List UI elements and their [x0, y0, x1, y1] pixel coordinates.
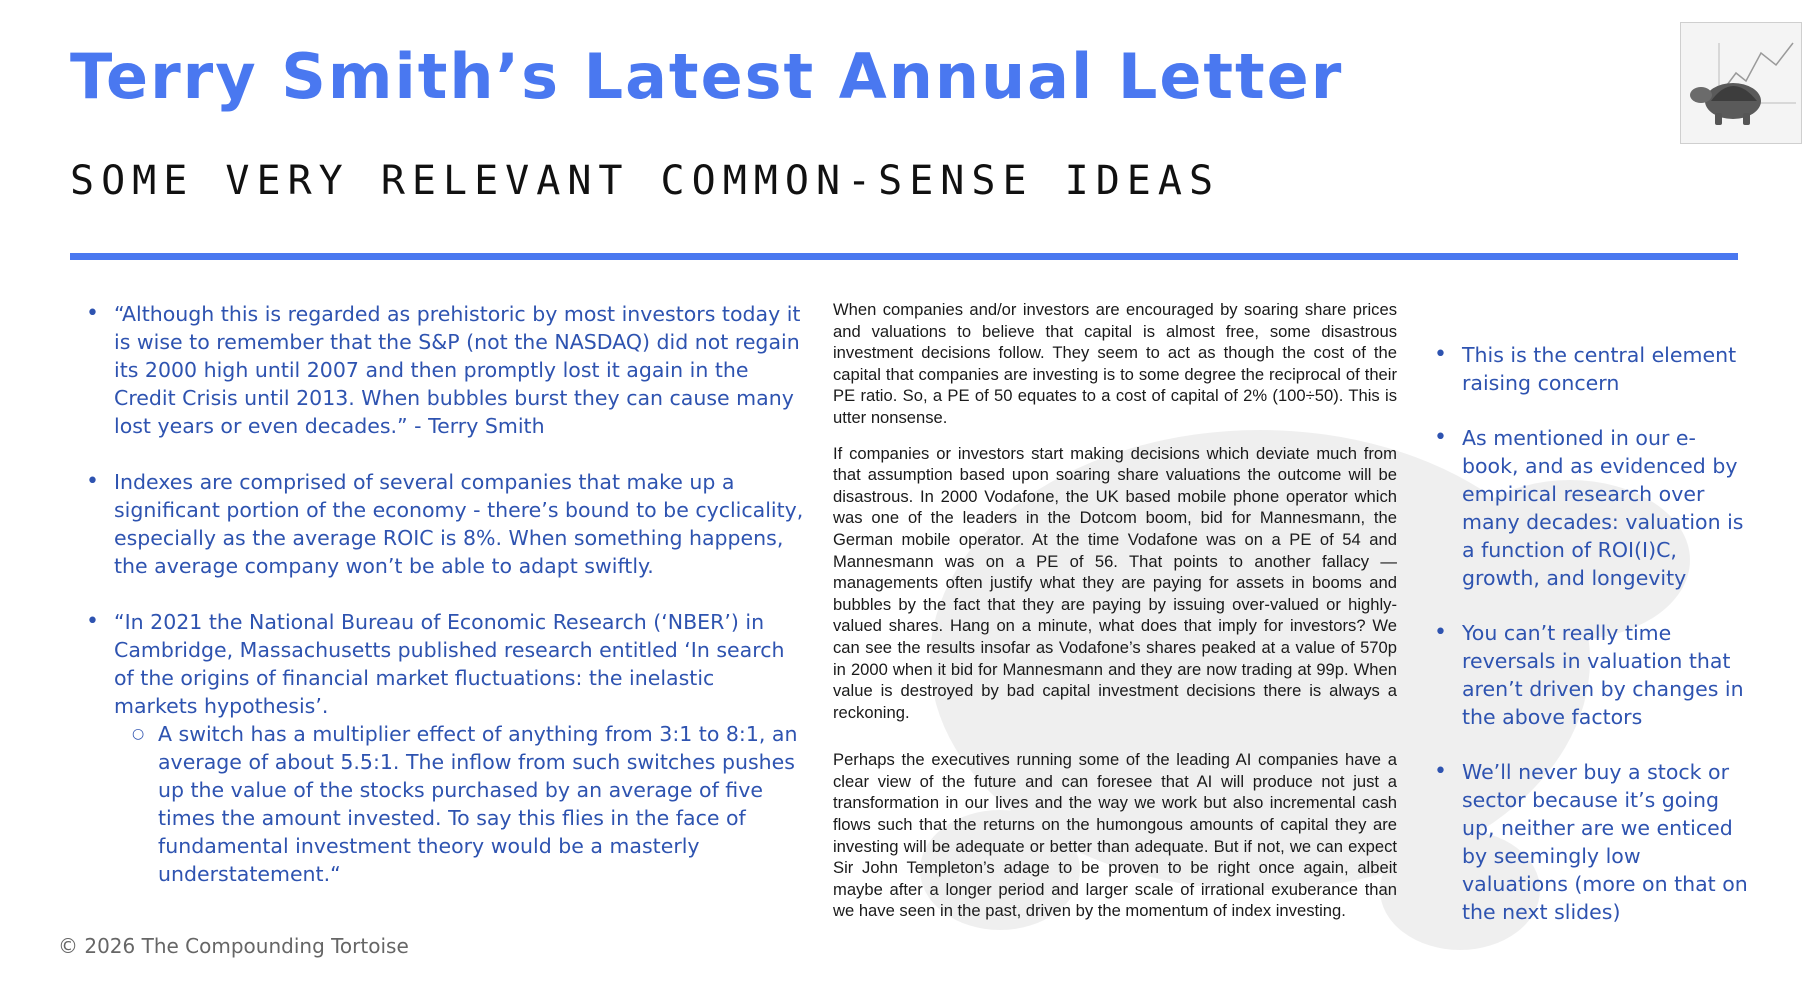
- list-item: • As mentioned in our e-book, and as evidenced by empirical research over many decades: valuation is a function of ROI(I)C, growth, and longevity: [1432, 424, 1750, 592]
- list-item: • Indexes are comprised of several companies that make up a significant portion of the economy - there’s bound to be cyclicality, especially as the average ROIC is 8%. When something happens, the average company won’t be able to adapt swiftly.: [84, 468, 804, 580]
- page-title: Terry Smith’s Latest Annual Letter: [70, 40, 1344, 113]
- sub-bullet-list: [114, 720, 804, 888]
- tortoise-logo: [1680, 22, 1802, 144]
- list-item-text: “In 2021 the National Bureau of Economic Research (‘NBER’) in Cambridge, Massachusetts published research entitled ‘In search of the origins of financial market fluctuations: the inelastic markets hypothesis’.: [114, 610, 785, 718]
- excerpt-paragraph: If companies or investors start making decisions which deviate much from that assumption based upon soaring share valuations the outcome will be disastrous. In 2000 Vodafone, the UK based mobile phone operator which was one of the leaders in the Dotcom boom, bid for Mannesmann, the German mobile operator. At the time Vodafone was on a PE of 54 and Mannesmann was on a PE of 56. That points to another fallacy — managements often justify what they are paying for assets in booms and bubbles by the fact that they are paying by issuing over-valued or highly-valued shares. Hang on a minute, what does that imply for investors? We can see the results insofar as Vodafone’s shares peaked at a value of 570p in 2000 when it bid for Mannesmann and they are now trading at 99p. When value is destroyed by bad capital investment decisions there is always a reckoning.: [833, 443, 1397, 722]
- sub-list-item: ○ A switch has a multiplier effect of anything from 3:1 to 8:1, an average of about 5.5:1. The inflow from such switches pushes up the value of the stocks purchased by an average of five times the amount invested. To say this flies in the face of fundamental investment theory would be a masterly understatement.“: [114, 720, 804, 888]
- letter-excerpt: [833, 299, 1397, 936]
- page-subtitle: SOME VERY RELEVANT COMMON-SENSE IDEAS: [70, 158, 1221, 204]
- copyright-footer: © 2026 The Compounding Tortoise: [58, 934, 409, 958]
- excerpt-paragraph: When companies and/or investors are encouraged by soaring share prices and valuations to believe that capital is almost free, some disastrous investment decisions follow. They seem to act as though the cost of the capital that companies are investing is to some degree the reciprocal of their PE ratio. So, a PE of 50 equates to a cost of capital of 2% (100÷50). This is utter nonsense.: [833, 300, 1397, 427]
- excerpt-paragraph: Perhaps the executives running some of the leading AI companies have a clear view of the future and can foresee that AI will produce not just a transformation in our lives and the way we work but also incremental cash flows such that the returns on the humongous amounts of capital they are investing will be adequate or better than adequate. But if not, we can expect Sir John Templeton’s adage to be proven to be right once again, albeit maybe after a longer period and larger scale of irrational exuberance than we have seen in the past, driven by the momentum of index investing.: [833, 750, 1397, 921]
- list-item: [84, 608, 804, 888]
- title-divider: [70, 253, 1738, 260]
- left-bullet-list: [84, 300, 804, 916]
- right-bullet-list: [1432, 341, 1750, 953]
- list-item: • You can’t really time reversals in valuation that aren’t driven by changes in the above factors: [1432, 619, 1750, 731]
- tortoise-logo-icon: [1681, 23, 1801, 143]
- list-item: • “Although this is regarded as prehistoric by most investors today it is wise to remember that the S&P (not the NASDAQ) did not regain its 2000 high until 2007 and then promptly lost it again in the Credit Crisis until 2013. When bubbles burst they can cause many lost years or even decades.” - Terry Smith: [84, 300, 804, 440]
- list-item: • We’ll never buy a stock or sector because it’s going up, neither are we enticed by seemingly low valuations (more on that on the next slides): [1432, 758, 1750, 926]
- list-item: • This is the central element raising concern: [1432, 341, 1750, 397]
